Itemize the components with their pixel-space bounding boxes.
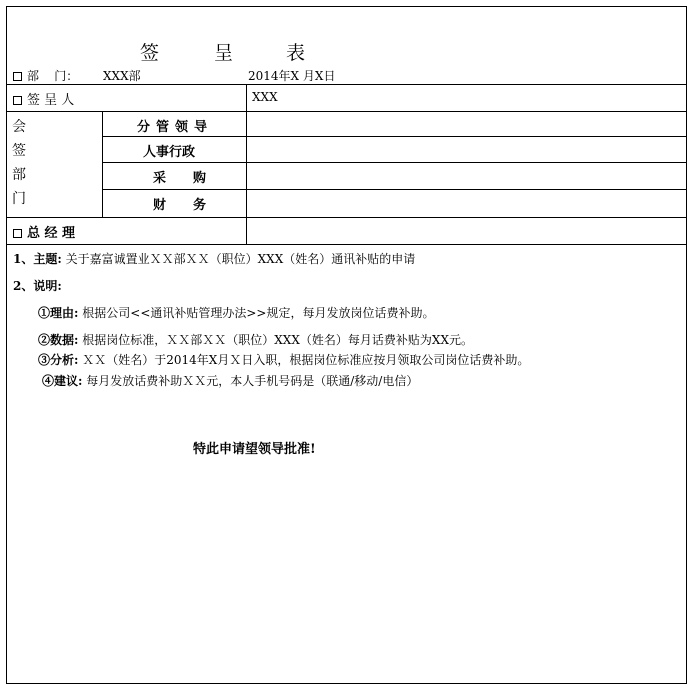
manager-field — [13, 222, 75, 241]
analysis-item — [38, 351, 529, 368]
data-text: 根据岗位标准，ＸＸ部ＸＸ（职位）XXX（姓名）每月话费补贴为XX元。 — [82, 333, 473, 347]
column-divider — [246, 84, 247, 244]
checkbox-icon[interactable] — [13, 229, 22, 238]
countersign-label-char: 门 — [12, 191, 26, 207]
suggestion-text: 每月发放话费补助ＸＸ元，本人手机号码是（联通/移动/电信） — [86, 374, 419, 388]
suggestion-item — [42, 372, 418, 389]
row-divider — [6, 217, 687, 218]
reason-label: ①理由: — [38, 306, 79, 320]
title-char: 表 — [286, 42, 306, 64]
dept-field — [13, 67, 78, 84]
countersign-label-char: 会 — [12, 119, 26, 135]
row-divider — [102, 162, 687, 163]
form-title — [140, 38, 305, 65]
suggestion-label: ④建议: — [42, 374, 83, 388]
subject-line — [13, 250, 415, 267]
row-divider — [6, 244, 687, 245]
row-divider — [6, 84, 687, 85]
row-divider — [102, 189, 687, 190]
manager-label: 总 经 理 — [27, 226, 76, 241]
dept-label: 部 门： — [27, 69, 79, 83]
title-char: 签 — [140, 42, 160, 64]
dept-value: XXX部 — [103, 69, 141, 83]
data-item — [38, 331, 473, 348]
submitter-field — [13, 89, 74, 108]
reason-item — [38, 304, 435, 321]
countersign-label-char: 部 — [12, 167, 26, 183]
title-char: 呈 — [214, 42, 234, 64]
row-divider — [6, 111, 687, 112]
explain-label: 2、说明: — [13, 279, 62, 293]
column-divider — [102, 111, 103, 217]
reason-text: 根据公司<<通讯补贴管理办法>>规定，每月发放岗位话费补助。 — [82, 306, 435, 320]
analysis-label: ③分析: — [38, 353, 79, 367]
countersign-row-leader: 分管领导 — [137, 120, 214, 135]
closing-text: 特此申请望领导批准! — [193, 442, 316, 457]
checkbox-icon[interactable] — [13, 72, 22, 81]
countersign-row-hr: 人事行政 — [143, 145, 196, 160]
submitter-label: 签 呈 人 — [27, 93, 75, 108]
analysis-text: ＸＸ（姓名）于2014年X月Ｘ日入职，根据岗位标准应按月领取公司岗位话费补助。 — [82, 353, 530, 367]
row-divider — [102, 136, 687, 137]
countersign-row-purchasing: 采 购 — [153, 171, 213, 186]
subject-text: 关于嘉富诚置业ＸＸ部ＸＸ（职位）XXX（姓名）通讯补贴的申请 — [65, 252, 416, 266]
countersign-row-finance: 财 务 — [153, 198, 213, 213]
data-label: ②数据: — [38, 333, 79, 347]
checkbox-icon[interactable] — [13, 96, 22, 105]
date-value: 2014年X 月X日 — [248, 69, 336, 83]
subject-label: 1、主题: — [13, 252, 62, 266]
countersign-label-char: 签 — [12, 143, 26, 159]
submitter-value: XXX — [252, 90, 278, 104]
